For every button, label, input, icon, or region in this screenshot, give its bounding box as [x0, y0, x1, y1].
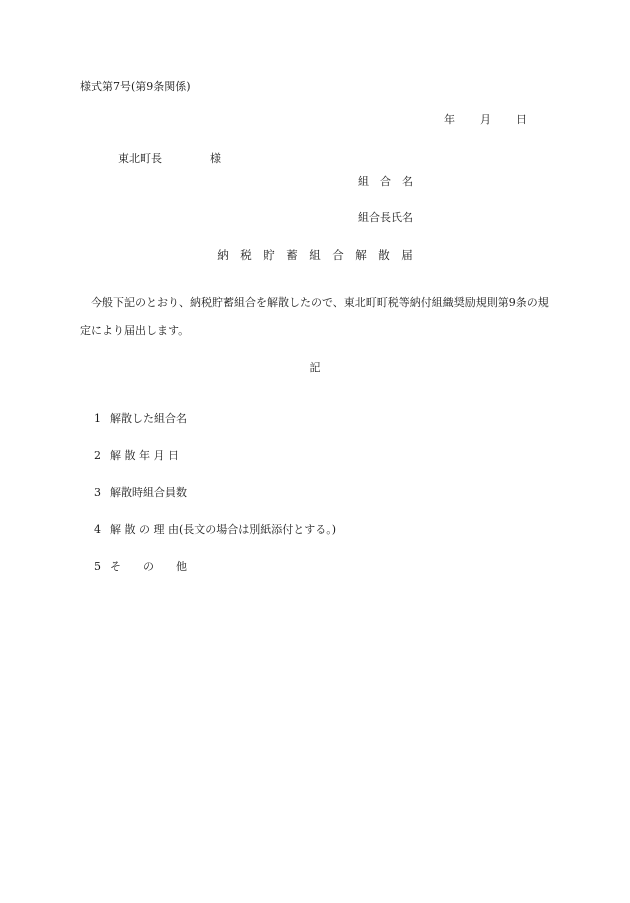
item-number: 5 [94, 560, 101, 573]
date-day-label: 日 [516, 113, 527, 126]
list-item [80, 509, 336, 551]
union-name-label: 組 合 名 [358, 175, 413, 188]
form-number: 様式第7号(第9条関係) [80, 80, 191, 93]
addressee-mayor: 東北町長 [118, 152, 162, 165]
item-number: 3 [94, 486, 101, 499]
list-item [80, 398, 187, 440]
item-label: 解 散 の 理 由(長文の場合は別紙添付とする。) [110, 523, 337, 536]
document-title: 納 税 貯 蓄 組 合 解 散 届 [217, 248, 413, 262]
ki-heading: 記 [309, 361, 321, 374]
union-head-label: 組合長氏名 [358, 211, 413, 224]
body-text: 今般下記のとおり、納税貯蓄組合を解散したので、東北町町税等納付組織奨励規則第9条の規定により届出します。 [80, 296, 549, 337]
list-item [80, 435, 179, 477]
item-number: 4 [94, 523, 101, 536]
item-label: 解散時組合員数 [110, 486, 187, 499]
addressee [104, 138, 221, 180]
item-label: 解 散 年 月 日 [110, 449, 179, 462]
item-number: 1 [94, 412, 101, 425]
item-number: 2 [94, 449, 101, 462]
list-item [80, 546, 187, 588]
item-label: 解散した組合名 [110, 412, 187, 425]
date-month-label: 月 [480, 113, 491, 126]
item-label: そ の 他 [110, 560, 187, 573]
date-line [430, 99, 527, 141]
list-item [80, 472, 187, 514]
date-year-label: 年 [444, 113, 455, 126]
addressee-honorific: 様 [210, 152, 221, 165]
